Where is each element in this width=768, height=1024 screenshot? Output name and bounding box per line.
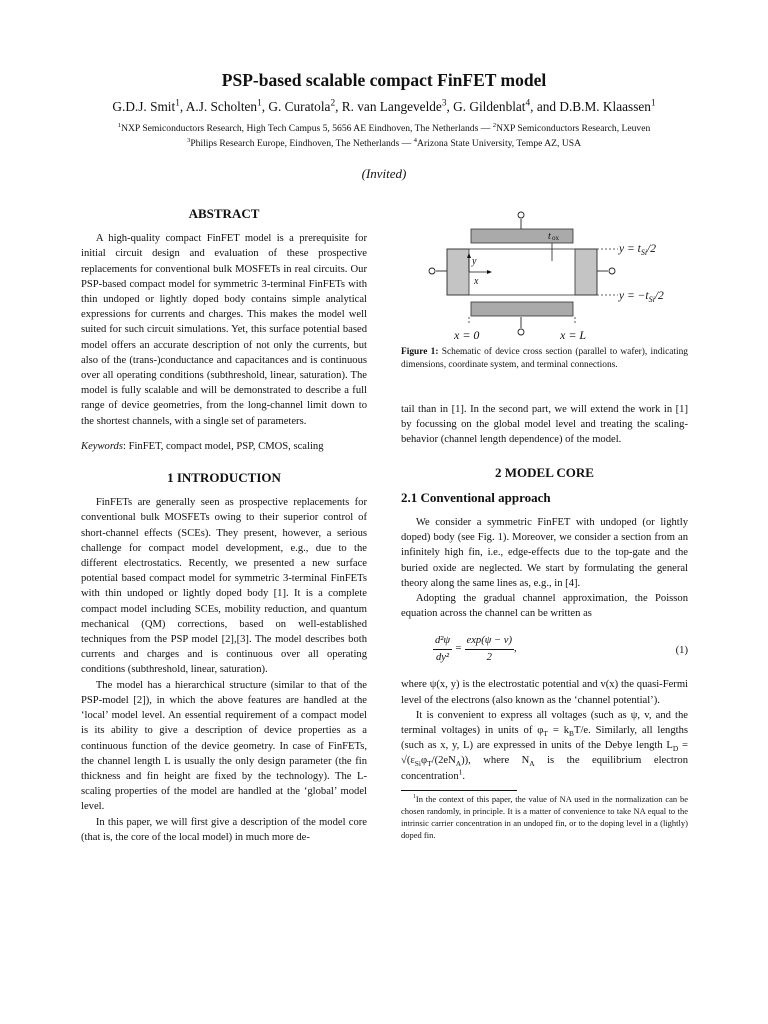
svg-text:x: x <box>474 276 479 287</box>
author-name: G. Gildenblat <box>453 99 526 114</box>
author-name: D.B.M. Klaassen <box>559 99 651 114</box>
intro-paragraph-3: In this paper, we will first give a description of the model core (that is, the core of the local model) in much more de- <box>81 816 367 843</box>
figure-1-caption: Figure 1: Schematic of device cross section (parallel to wafer), indicating dimensions, coordinate system, and terminal connections. <box>401 347 688 370</box>
intro-heading: 1 INTRODUCTION <box>167 470 281 486</box>
equation-1: $\frac{\text{d²ψ}}{\text{dy²}}$ = $\frac{\exp(\psi - v)}{2}$ , (1) <box>435 635 688 663</box>
model-paragraph-1: We consider a symmetric FinFET with undoped (or lightly doped) body (see Fig. 1). Moreover, we consider a section from an infinitely high fin, i.e., edge-effects due to the top-gate and the buried oxide are neglected. We start by formulating the general theory along the same lines as, e.g., in [4]. <box>401 517 688 589</box>
svg-text:x = 0: x = 0 <box>454 328 480 342</box>
intro-paragraph-2: The model has a hierarchical structure (similar to that of the PSP-model [2]), in which the above features are handled at the ‘local’ model level. An essential requirement of a compact model is its ability to give a description of device properties as a continuous function of the device geometry. In case of FinFETs, the channel length L is usually the only design parameter (the fin thickness and fin height are fixed by the technology). The L-scaling properties of the model are handled at the ‘global’ model level. <box>81 679 367 813</box>
drain-contact <box>575 249 597 295</box>
right-column <box>401 346 688 842</box>
abstract-heading: ABSTRACT <box>188 206 260 221</box>
subsection-2-1-heading: 2.1 Conventional approach <box>401 489 551 505</box>
author-name: G.D.J. Smit <box>112 99 176 114</box>
author-list: G.D.J. Smit$^1$, A.J. Scholten$^1$, G. Curatola$^2$, R. van Langevelde$^3$, G. Gildenblat$^4$, and D.B.M. Klaassen$^1$ <box>112 98 656 114</box>
paper-title: PSP-based scalable compact FinFET model <box>221 70 547 90</box>
invited-note: (Invited) <box>361 166 407 181</box>
model-paragraph-3: where ψ(x, y) is the electrostatic potential and v(x) the quasi-Fermi level of the electrons (also known as the ‘channel potential’). <box>401 679 688 706</box>
figure-1-schematic <box>400 205 690 345</box>
svg-text:x = L: x = L <box>560 328 587 342</box>
svg-text:t: t <box>548 231 551 242</box>
abstract-text: A high-quality compact FinFET model is a prerequisite for initial circuit design and evaluation of these prospective replacements for conventional bulk MOSFETs in real circuits. Our PSP-based compact model for symmetric 3-terminal FinFETs with thin undoped or lightly doped body contains simple analytical expressions for currents and charges. This makes the model well suited for such circuit simulations. Yet, this surface potential based model offers an accurate description of not only the currents, but also of the (trans-)conductance and capacitances and is continuous over all operating conditions (subthreshold, linear, saturation). The model is fully scalable and will be demonstrated to describe a full range of device geometries, from the long-channel limit down to the shortest channels, with a single set of parameters. <box>81 233 367 427</box>
svg-text:y = −tSi/2: $y = -t_{Si}/2$ <box>619 290 664 304</box>
section-2-heading: 2 MODEL CORE <box>495 464 594 480</box>
model-paragraph-4: It is convenient to express all voltages (such as ψ, v, and the terminal voltages) in units of $\varphi_T = k_BT/e$. Similarly, all lengths (such as x, y, L) are expressed in units of the Debye length $L_D = √(\varepsilon_{Si}\varphi_T/(2eN_A))$, where $N_A$ is the equilibrium electron concentration$^1$. <box>401 709 689 782</box>
author-name: A.J. Scholten <box>185 99 258 114</box>
keywords: Keywords: FinFET, compact model, PSP, CMOS, scaling <box>81 440 324 452</box>
model-paragraph-2: Adopting the gradual channel approximation, the Poisson equation across the channel can be written as <box>401 593 688 620</box>
svg-text:y = tSi/2: $y = t_{Si}/2$ <box>619 243 656 257</box>
svg-text:y: y <box>472 256 477 267</box>
footnote-rule <box>401 790 517 791</box>
intro-continued: tail than in [1]. In the second part, we will extend the work in [1] by focussing on the global model level and treating the scaling-behavior (channel length dependence) of the model. <box>401 404 688 446</box>
source-contact <box>447 249 469 295</box>
affiliations-line-1: $^1$NXP Semiconductors Research, High Tech Campus 5, 5656 AE Eindhoven, The Netherlands — $^2$NXP Semiconductors Research, Leuven <box>117 121 651 134</box>
author-name: G. Curatola <box>268 99 331 114</box>
footnote-1: $^1$In the context of this paper, the value of NA used in the normalization can be chosen randomly, in principle. It is a matter of convenience to take NA equal to the intrinsic carrier concentration in an undoped fin, or to the doping level in a (lightly) doped fin. <box>401 793 688 841</box>
author-name: R. van Langevelde <box>341 99 442 114</box>
bottom-gate-oxide <box>471 302 573 316</box>
svg-text:ox: ox <box>552 234 559 242</box>
intro-paragraph-1: FinFETs are generally seen as prospective replacements for conventional bulk MOSFETs owing to their superior control of short-channel effects (SCEs). They present, however, a serious challenge for compact model development, e.g., due to the different electrostatics. Recently, we presented a new surface potential based compact model for symmetric 3-terminal FinFETs with thin undoped or lightly doped body [1]. It is a complete compact model including SCEs, mobility reduction, and quantum mechanical (QM) corrections, based on well-established techniques from the PSP model [2],[3]. The model describes both currents and charges and is continuous over all operating conditions (subthreshold, linear, saturation). <box>81 497 367 676</box>
left-column <box>81 206 367 845</box>
affiliations-line-2: $^3$Philips Research Europe, Eindhoven, The Netherlands — $^4$Arizona State University, Tempe AZ, USA <box>186 136 582 149</box>
